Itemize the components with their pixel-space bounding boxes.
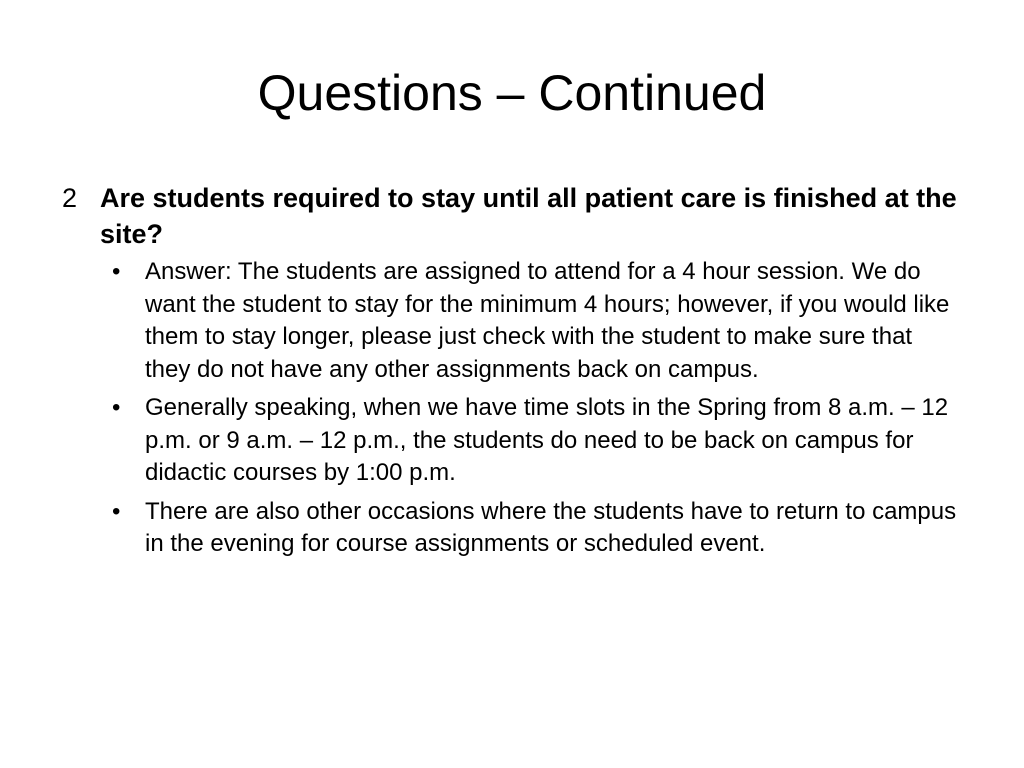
answer-item: [112, 256, 962, 386]
question-row: [62, 180, 962, 252]
question-block: [62, 180, 962, 567]
answer-item: [112, 496, 962, 561]
bullet-icon: •: [112, 394, 121, 421]
bullet-icon: •: [112, 258, 121, 285]
bullet-icon: •: [112, 497, 121, 525]
question-text: Are students required to stay until all patient care is finished at the site?: [100, 183, 957, 249]
answer-item: [112, 392, 962, 490]
answer-text: Answer: The students are assigned to attend for a 4 hour session. We do want the student to stay for the minimum 4 hours; however, if you would like them to stay longer, please just check with the student to make sure that they do not have any other assignments back on campus.: [145, 258, 950, 383]
answer-list: [62, 256, 962, 561]
answer-text: There are also other occasions where the students have to return to campus in the evening for course assignments or scheduled event.: [145, 497, 957, 557]
slide-title: Questions – Continued: [257, 65, 767, 121]
answer-text: Generally speaking, when we have time slots in the Spring from 8 a.m. – 12 p.m. or 9 a.m. – 12 p.m., the students do need to be back on campus for didactic courses by 1:00 p.m.: [145, 394, 949, 486]
question-number: 2: [62, 183, 78, 213]
